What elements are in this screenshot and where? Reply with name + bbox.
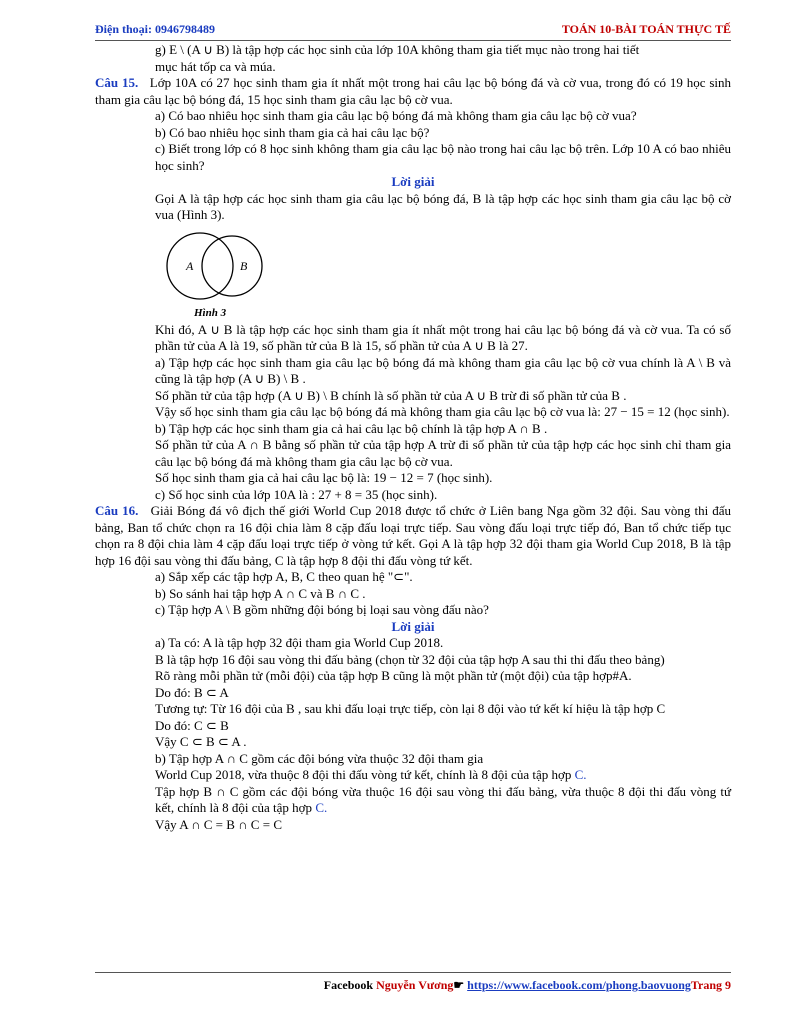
solution-line: Số học sinh tham gia cả hai câu lạc bộ là: 19 − 12 = 7 (học sinh).	[155, 470, 493, 485]
solution-line	[95, 767, 731, 784]
question-label: Câu 15.	[95, 75, 139, 90]
sub-question: b) Có bao nhiêu học sinh tham gia cả hai câu lạc bộ?	[155, 124, 430, 140]
circle-b	[202, 236, 262, 296]
venn-diagram	[160, 228, 270, 320]
solution-line: a) Ta có: A là tập hợp 32 đội tham gia World Cup 2018.	[155, 635, 444, 650]
figure-caption: Hình 3	[194, 306, 227, 319]
sub-question: b) So sánh hai tập hợp A ∩ C và B ∩ C .	[155, 585, 366, 601]
page-number: Trang 9	[690, 978, 731, 992]
circle-a	[167, 233, 233, 299]
solution-line: B là tập hợp 16 đội sau vòng thi đấu bảng (chọn từ 32 đội của tập hợp A sau thi thi đấu theo bảng)	[155, 651, 665, 667]
solution-line: b) Tập hợp A ∩ C gồm các đội bóng vừa thuộc 32 đội tham gia	[155, 750, 484, 766]
solution-line: Rõ ràng mỗi phần tử (mỗi đội) của tập hợp B cũng là một phần tử (một đội) của tập hợp#A.	[155, 668, 632, 683]
venn-svg	[160, 228, 270, 320]
solution-line: Vậy A ∩ C = B ∩ C = C	[155, 816, 282, 832]
set-c-highlight: C.	[315, 800, 328, 815]
solution-line: b) Tập hợp các học sinh tham gia cả hai câu lạc bộ chính là tập hợp A ∩ B .	[155, 420, 548, 436]
page-footer	[324, 978, 731, 993]
pointing-hand-icon: ☛	[453, 978, 468, 992]
footer-author: Nguyễn Vương	[376, 978, 454, 992]
page-header	[95, 22, 731, 40]
solution-line: Do đó: B ⊂ A	[155, 684, 229, 700]
label-a: A	[186, 258, 194, 273]
text-line: mục hát tốp ca và múa.	[155, 58, 276, 74]
solution-line: c) Số học sinh của lớp 10A là : 27 + 8 = 35 (học sinh).	[155, 486, 438, 502]
question-label: Câu 16.	[95, 503, 139, 518]
text-line: g) E \ (A ∪ B) là tập hợp các học sinh của lớp 10A không tham gia tiết mục nào trong hai tiết	[155, 42, 640, 57]
header-divider	[95, 40, 731, 41]
solution-line: Do đó: C ⊂ B	[155, 717, 229, 733]
solution-line: a) Tập hợp các học sinh tham gia câu lạc bộ bóng đá mà không tham gia câu lạc bộ cờ vua chính là A \ B và cũng là tập hợp (A ∪ B) \ B .	[155, 354, 731, 386]
footer-divider	[95, 972, 731, 973]
sub-question: c) Tập hợp A \ B gồm những đội bóng bị loại sau vòng đấu nào?	[155, 602, 489, 617]
sub-question: c) Biết trong lớp có 8 học sinh không tham gia câu lạc bộ nào trong hai câu lạc bộ trên. Lớp 10 A có bao nhiêu học sinh?	[155, 141, 731, 173]
header-phone: Điện thoại: 0946798489	[95, 22, 215, 36]
question-text: Giải Bóng đá vô địch thế giới World Cup 2018 được tổ chức ở Liên bang Nga gồm 32 đội. Sau vòng thi đấu bảng, Ban tổ chức chọn ra 16 đội chia làm 8 cặp đấu loại trực tiếp. Sau vòng đấu loại trực tiếp đó, Ban tổ chức tiếp tục chọn ra 8 đội chia làm 4 cặp đấu loại trực tiếp ở vòng tứ kết. Gọi A là tập hợp 32 đội tham gia World Cup 2018, B là tập hợp 16 đội sau vòng thi đấu bảng, C là tập hợp 8 đội thi đấu vòng tứ kết.	[95, 503, 731, 568]
question-16	[95, 503, 731, 569]
text-span: World Cup 2018, vừa thuộc 8 đội thi đấu vòng tứ kết, chính là 8 đội của tập hợp	[155, 767, 575, 782]
set-c-highlight: C.	[574, 767, 587, 782]
solution-line: Khi đó, A ∪ B là tập hợp các học sinh tham gia ít nhất một trong hai câu lạc bộ bóng đá và cờ vua. Ta có số phần tử của A là 19, số phần tử của B là 15, số phần tử của A ∪ B là 27.	[155, 321, 731, 353]
header-title: TOÁN 10-BÀI TOÁN THỰC TẾ	[561, 22, 731, 36]
solution-line: Tương tự: Từ 16 đội của B , sau khi đấu loại trực tiếp, còn lại 8 đội vào tứ kết kí hiệu là tập hợp C	[155, 701, 666, 716]
solution-line: Số phần tử của tập hợp (A ∪ B) \ B chính là số phần tử của A ∪ B trừ đi số phần tử của B .	[155, 387, 627, 403]
footer-link[interactable]: https://www.facebook.com/phong.baovuong	[467, 978, 691, 992]
sub-question: a) Có bao nhiêu học sinh tham gia câu lạc bộ bóng đá mà không tham gia câu lạc bộ cờ vua?	[155, 108, 637, 123]
solution-line: Vậy C ⊂ B ⊂ A .	[155, 734, 247, 749]
solution-line: Vậy số học sinh tham gia câu lạc bộ bóng đá mà không tham gia câu lạc bộ cờ vua là: 27 − 15 = 12 (học sinh).	[155, 404, 730, 419]
solution-line: Số phần tử của A ∩ B bằng số phần tử của tập hợp A trừ đi số phần tử của tập hợp các học sinh chỉ tham gia câu lạc bộ bóng đá mà không tham gia câu lạc bộ cờ vua.	[155, 437, 731, 469]
page-content	[95, 42, 731, 833]
solution-line: Gọi A là tập hợp các học sinh tham gia câu lạc bộ bóng đá, B là tập hợp các học sinh tham gia câu lạc bộ cờ vua (Hình 3).	[155, 190, 731, 222]
text-span: Tập hợp B ∩ C gồm các đội bóng vừa thuộc 16 đội sau vòng thi đấu bảng, vừa thuộc 8 đội thi đấu vòng tứ kết, chính là 8 đội của tập hợp	[155, 783, 731, 815]
label-b: B	[240, 258, 248, 273]
solution-title: Lời giải	[391, 174, 435, 189]
solution-line	[95, 784, 731, 817]
question-text: Lớp 10A có 27 học sinh tham gia ít nhất một trong hai câu lạc bộ bóng đá và cờ vua, trong đó có 19 học sinh tham gia câu lạc bộ bóng đá, 15 học sinh tham gia câu lạc bộ cờ vua.	[95, 75, 732, 107]
question-15	[95, 75, 731, 108]
footer-facebook: Facebook	[323, 978, 377, 992]
sub-question: a) Sắp xếp các tập hợp A, B, C theo quan hệ "⊂".	[155, 569, 413, 584]
solution-title: Lời giải	[391, 618, 435, 634]
